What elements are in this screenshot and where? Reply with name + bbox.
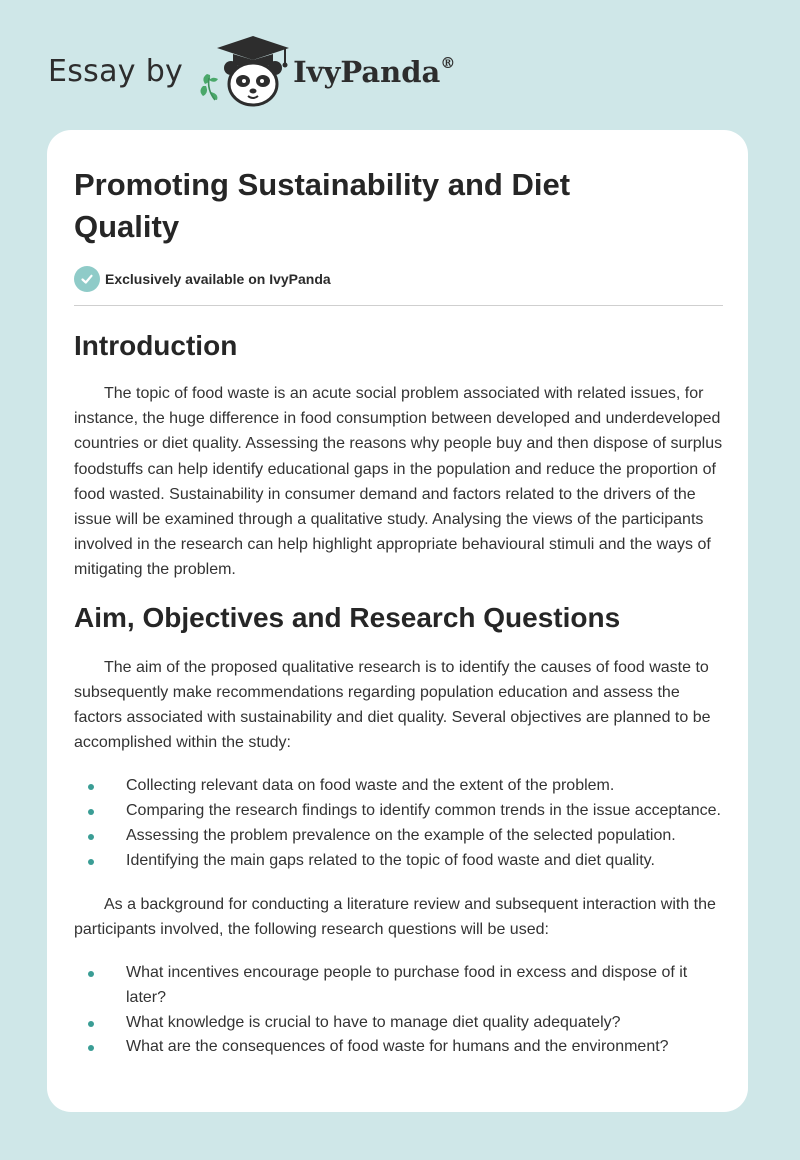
section-heading: Introduction (74, 330, 238, 361)
list-item: Identifying the main gaps related to the topic of food waste and diet quality. (74, 849, 722, 874)
list-item: Assessing the problem prevalence on the example of the selected population. (74, 824, 722, 849)
essay-by-label: Essay by (48, 53, 184, 89)
page-title: Promoting Sustainability and Diet Quality (74, 167, 571, 244)
bullet-dot-icon (88, 834, 94, 840)
paragraph: As a background for conducting a literature review and subsequent interaction with the participants involved, the following research questions will be used: (74, 895, 716, 938)
article-card (47, 130, 748, 1112)
objectives-list (74, 774, 722, 873)
list-item: Collecting relevant data on food waste and the extent of the problem. (74, 774, 722, 799)
brand-name[interactable]: IvyPanda® (293, 53, 456, 89)
list-item: What incentives encourage people to purchase food in excess and dispose of it later? (74, 961, 722, 1011)
research-questions-list (74, 961, 722, 1060)
list-item: What are the consequences of food waste for humans and the environment? (74, 1035, 722, 1060)
list-item: Comparing the research findings to identify common trends in the issue acceptance. (74, 799, 722, 824)
bullet-dot-icon (88, 859, 94, 865)
paragraph: The topic of food waste is an acute social problem associated with related issues, for instance, the huge difference in food consumption between developed and underdeveloped countries or diet quality. Assessing the reasons why people buy and then dispose of surplus foodstuffs can help identify educational gaps in the population and reduce the proportion of food wasted. Sustainability in consumer demand and factors related to the drivers of the issue will be examined through a qualitative study. Analysing the views of the participants involved in the research can help highlight appropriate behavioural stimuli and the ways of mitigating the problem. (74, 385, 723, 579)
section-introduction (74, 329, 722, 583)
section-aim-objectives (74, 601, 722, 1061)
exclusive-badge (74, 266, 722, 292)
bullet-dot-icon (88, 809, 94, 815)
paragraph: The aim of the proposed qualitative research is to identify the causes of food waste to subsequently make recommendations regarding population education and assess the factors associated with sustainability and diet quality. Several objectives are planned to be accomplished within the study: (74, 658, 711, 752)
bullet-dot-icon (88, 1021, 94, 1027)
bullet-dot-icon (88, 784, 94, 790)
exclusive-badge-label: Exclusively available on IvyPanda (105, 271, 331, 287)
bullet-dot-icon (88, 971, 94, 977)
site-header (48, 34, 455, 108)
list-item: What knowledge is crucial to have to manage diet quality adequately? (74, 1011, 722, 1036)
panda-graduate-logo-icon[interactable] (197, 34, 297, 108)
check-circle-icon (74, 266, 100, 292)
bullet-dot-icon (88, 1045, 94, 1051)
title-divider (74, 305, 723, 306)
section-heading: Aim, Objectives and Research Questions (74, 601, 621, 633)
